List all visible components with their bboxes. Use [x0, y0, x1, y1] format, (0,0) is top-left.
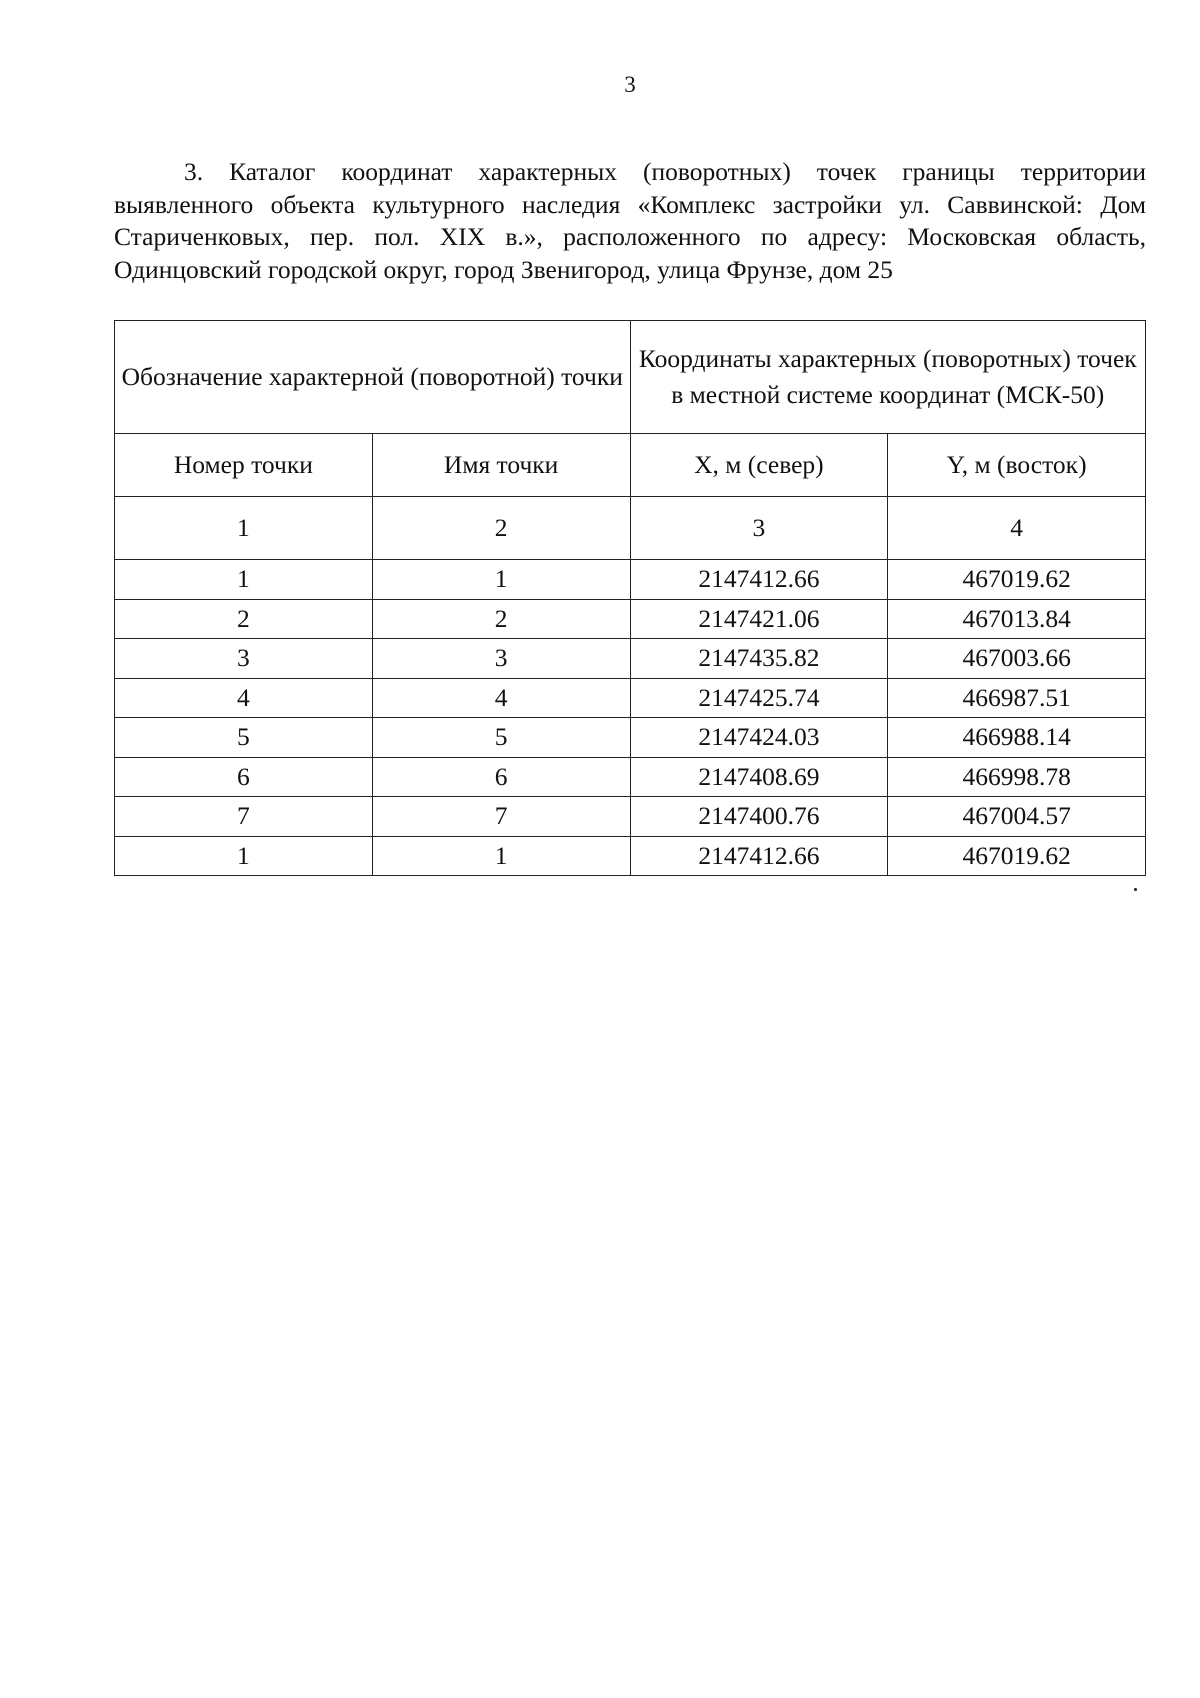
- y-coordinate-cell: 467004.57: [888, 797, 1146, 837]
- table-row: [115, 718, 1146, 758]
- y-coordinate-cell: 466988.14: [888, 718, 1146, 758]
- point-number-cell: 1: [115, 560, 373, 600]
- point-name-cell: 6: [372, 757, 630, 797]
- column-number: 2: [372, 497, 630, 560]
- column-number: 1: [115, 497, 373, 560]
- table-row: [115, 599, 1146, 639]
- x-coordinate-cell: 2147435.82: [630, 639, 888, 679]
- y-coordinate-cell: 466998.78: [888, 757, 1146, 797]
- point-number-cell: 6: [115, 757, 373, 797]
- table-subheader-row: [115, 434, 1146, 497]
- point-name-cell: 2: [372, 599, 630, 639]
- table-row: [115, 678, 1146, 718]
- point-name-cell: 5: [372, 718, 630, 758]
- table-row: [115, 639, 1146, 679]
- y-coordinate-cell: 466987.51: [888, 678, 1146, 718]
- x-coordinate-cell: 2147412.66: [630, 560, 888, 600]
- subheader-point-number: Номер точки: [115, 434, 373, 497]
- column-number: 3: [630, 497, 888, 560]
- table-row: [115, 836, 1146, 876]
- point-name-cell: 1: [372, 560, 630, 600]
- point-name-cell: 7: [372, 797, 630, 837]
- x-coordinate-cell: 2147400.76: [630, 797, 888, 837]
- x-coordinate-cell: 2147424.03: [630, 718, 888, 758]
- subheader-x-north: X, м (север): [630, 434, 888, 497]
- point-name-cell: 3: [372, 639, 630, 679]
- header-coordinates: Координаты характерных (поворотных) точек в местной системе координат (МСК-50): [630, 321, 1146, 434]
- y-coordinate-cell: 467013.84: [888, 599, 1146, 639]
- stray-dot-mark: [1134, 888, 1137, 891]
- x-coordinate-cell: 2147408.69: [630, 757, 888, 797]
- point-number-cell: 4: [115, 678, 373, 718]
- point-number-cell: 7: [115, 797, 373, 837]
- coordinates-table: [114, 320, 1146, 876]
- point-name-cell: 4: [372, 678, 630, 718]
- point-number-cell: 3: [115, 639, 373, 679]
- y-coordinate-cell: 467019.62: [888, 836, 1146, 876]
- column-number: 4: [888, 497, 1146, 560]
- point-number-cell: 1: [115, 836, 373, 876]
- table-row: [115, 757, 1146, 797]
- x-coordinate-cell: 2147425.74: [630, 678, 888, 718]
- y-coordinate-cell: 467019.62: [888, 560, 1146, 600]
- point-number-cell: 2: [115, 599, 373, 639]
- point-number-cell: 5: [115, 718, 373, 758]
- table-row: [115, 797, 1146, 837]
- column-number-row: [115, 497, 1146, 560]
- catalog-intro-paragraph: 3. Каталог координат характерных (поворотных) точек границы территории выявленного объекта культурного наследия «Комплекс застройки ул. Саввинской: Дом Стариченковых, пер. пол. XIX в.», расположенного по адресу: Московская область, Одинцовский городской округ, город Звенигород, улица Фрунзе, дом 25: [114, 157, 1146, 284]
- table-row: [115, 560, 1146, 600]
- x-coordinate-cell: 2147421.06: [630, 599, 888, 639]
- y-coordinate-cell: 467003.66: [888, 639, 1146, 679]
- point-name-cell: 1: [372, 836, 630, 876]
- subheader-point-name: Имя точки: [372, 434, 630, 497]
- page-number: 3: [624, 72, 636, 97]
- header-point-designation: Обозначение характерной (поворотной) точки: [115, 321, 631, 434]
- x-coordinate-cell: 2147412.66: [630, 836, 888, 876]
- subheader-y-east: Y, м (восток): [888, 434, 1146, 497]
- table-header-row: [115, 321, 1146, 434]
